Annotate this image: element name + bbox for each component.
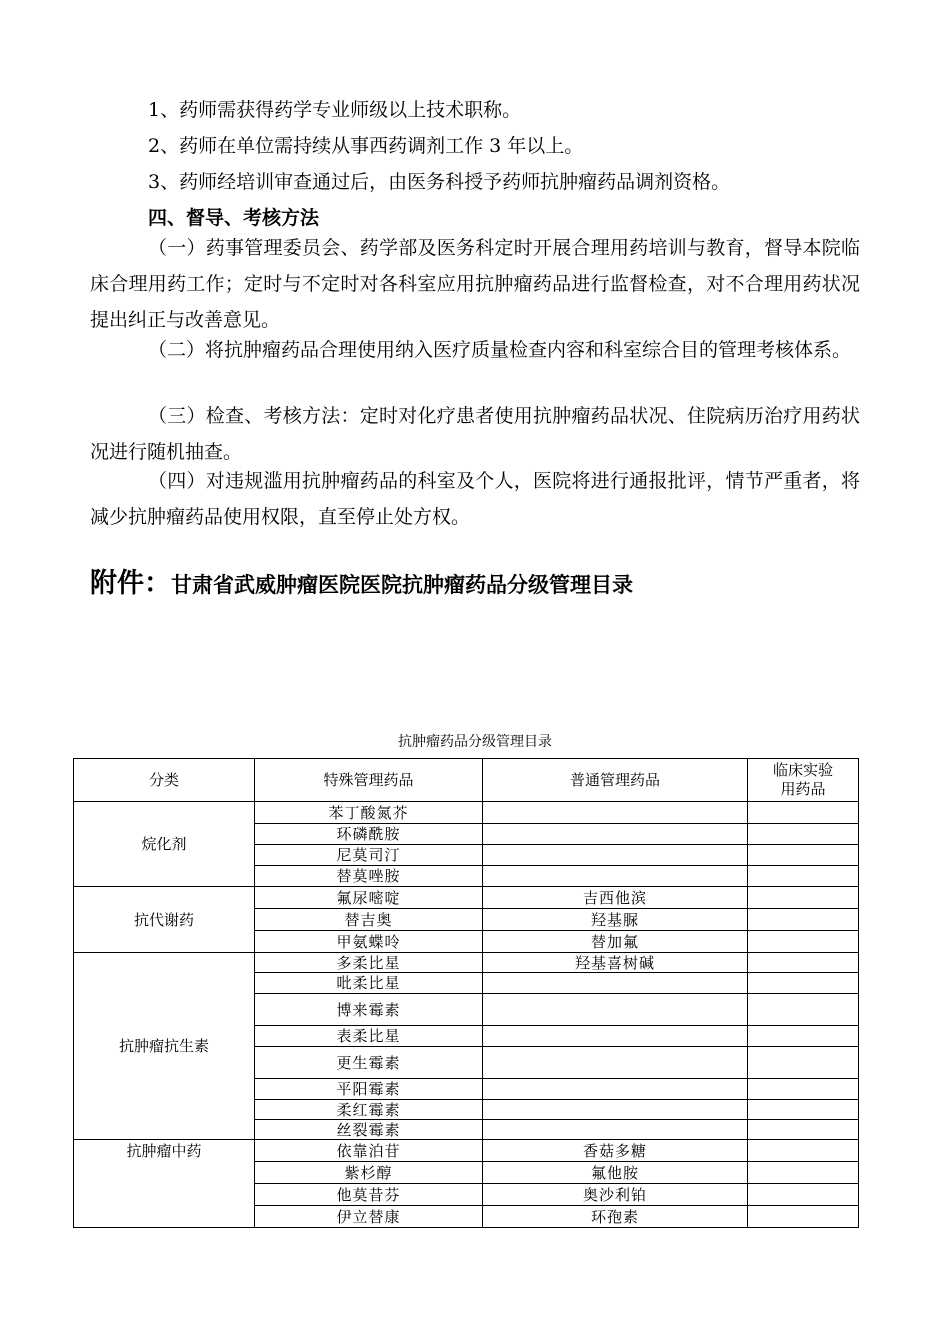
paragraph-supervision-1: （一）药事管理委员会、药学部及医务科定时开展合理用药培训与教育，督导本院临床合理用药工作；定时与不定时对各科室应用抗肿瘤药品进行监督检查，对不合理用药状况提出纠正与改善意见。 xyxy=(90,237,860,331)
special-drug-cell: 丝裂霉素 xyxy=(255,1120,483,1140)
normal-drug-cell: 奥沙利铂 xyxy=(483,1184,748,1206)
special-drug-cell: 博来霉素 xyxy=(255,994,483,1026)
header-normal: 普通管理药品 xyxy=(483,759,748,802)
trial-drug-cell xyxy=(748,953,859,973)
special-drug-cell: 尼莫司汀 xyxy=(255,845,483,866)
trial-drug-cell xyxy=(748,1140,859,1162)
special-drug-cell: 紫杉醇 xyxy=(255,1162,483,1184)
trial-drug-cell xyxy=(748,909,859,931)
special-drug-cell: 表柔比星 xyxy=(255,1026,483,1047)
header-category: 分类 xyxy=(74,759,255,802)
normal-drug-cell xyxy=(483,866,748,887)
paragraph-supervision-4: （四）对违规滥用抗肿瘤药品的科室及个人，医院将进行通报批评，情节严重者，将减少抗肿瘤药品使用权限，直至停止处方权。 xyxy=(90,470,860,528)
normal-drug-cell: 羟基喜树碱 xyxy=(483,953,748,973)
header-special: 特殊管理药品 xyxy=(255,759,483,802)
table-row xyxy=(74,802,859,824)
trial-drug-cell xyxy=(748,973,859,994)
special-drug-cell: 吡柔比星 xyxy=(255,973,483,994)
trial-drug-cell xyxy=(748,1100,859,1120)
special-drug-cell: 他莫昔芬 xyxy=(255,1184,483,1206)
appendix-label: 附件： xyxy=(90,568,171,599)
category-cell: 抗肿瘤中药 xyxy=(74,1140,255,1228)
normal-drug-cell: 羟基脲 xyxy=(483,909,748,931)
trial-drug-cell xyxy=(748,1206,859,1228)
special-drug-cell: 依靠泊苷 xyxy=(255,1140,483,1162)
trial-drug-cell xyxy=(748,1162,859,1184)
trial-drug-cell xyxy=(748,994,859,1026)
paragraph-qualification-1: 1、药师需获得药学专业师级以上技术职称。 xyxy=(148,99,522,121)
normal-drug-cell xyxy=(483,802,748,824)
table-caption: 抗肿瘤药品分级管理目录 xyxy=(398,734,552,750)
trial-drug-cell xyxy=(748,802,859,824)
special-drug-cell: 多柔比星 xyxy=(255,953,483,973)
normal-drug-cell: 吉西他滨 xyxy=(483,887,748,909)
special-drug-cell: 苯丁酸氮芥 xyxy=(255,802,483,824)
normal-drug-cell xyxy=(483,994,748,1026)
normal-drug-cell xyxy=(483,1120,748,1140)
trial-drug-cell xyxy=(748,887,859,909)
appendix-title-text: 甘肃省武威肿瘤医院医院抗肿瘤药品分级管理目录 xyxy=(171,573,633,597)
special-drug-cell: 柔红霉素 xyxy=(255,1100,483,1120)
category-cell: 抗代谢药 xyxy=(74,887,255,953)
trial-drug-cell xyxy=(748,1079,859,1100)
table-row xyxy=(74,953,859,973)
category-cell: 烷化剂 xyxy=(74,802,255,887)
section-heading-supervision: 四、督导、考核方法 xyxy=(148,207,320,229)
trial-drug-cell xyxy=(748,824,859,845)
special-drug-cell: 替吉奥 xyxy=(255,909,483,931)
normal-drug-cell xyxy=(483,824,748,845)
trial-drug-cell xyxy=(748,866,859,887)
trial-drug-cell xyxy=(748,1026,859,1047)
normal-drug-cell xyxy=(483,1026,748,1047)
trial-drug-cell xyxy=(748,931,859,953)
special-drug-cell: 平阳霉素 xyxy=(255,1079,483,1100)
paragraph-supervision-3: （三）检查、考核方法：定时对化疗患者使用抗肿瘤药品状况、住院病历治疗用药状况进行随机抽查。 xyxy=(90,405,860,463)
normal-drug-cell: 环孢素 xyxy=(483,1206,748,1228)
normal-drug-cell: 香菇多糖 xyxy=(483,1140,748,1162)
special-drug-cell: 甲氨蝶呤 xyxy=(255,931,483,953)
normal-drug-cell xyxy=(483,845,748,866)
table-header-row xyxy=(74,759,859,802)
paragraph-supervision-2: （二）将抗肿瘤药品合理使用纳入医疗质量检查内容和科室综合目的管理考核体系。 xyxy=(148,339,852,361)
trial-drug-cell xyxy=(748,1184,859,1206)
normal-drug-cell xyxy=(483,1100,748,1120)
special-drug-cell: 氟尿嘧啶 xyxy=(255,887,483,909)
normal-drug-cell xyxy=(483,1079,748,1100)
drug-catalog-table xyxy=(73,758,859,1228)
trial-drug-cell xyxy=(748,845,859,866)
paragraph-qualification-3: 3、药师经培训审查通过后，由医务科授予药师抗肿瘤药品调剂资格。 xyxy=(148,171,731,193)
table-row xyxy=(74,1140,859,1162)
special-drug-cell: 伊立替康 xyxy=(255,1206,483,1228)
category-cell: 抗肿瘤抗生素 xyxy=(74,953,255,1140)
appendix-title xyxy=(90,566,633,603)
paragraph-qualification-2: 2、药师在单位需持续从事西药调剂工作 3 年以上。 xyxy=(148,135,584,157)
trial-drug-cell xyxy=(748,1120,859,1140)
normal-drug-cell: 替加氟 xyxy=(483,931,748,953)
special-drug-cell: 环磷酰胺 xyxy=(255,824,483,845)
normal-drug-cell: 氟他胺 xyxy=(483,1162,748,1184)
special-drug-cell: 更生霉素 xyxy=(255,1047,483,1079)
trial-drug-cell xyxy=(748,1047,859,1079)
table-row xyxy=(74,887,859,909)
normal-drug-cell xyxy=(483,1047,748,1079)
normal-drug-cell xyxy=(483,973,748,994)
header-trial: 临床实验 用药品 xyxy=(748,759,859,802)
special-drug-cell: 替莫唑胺 xyxy=(255,866,483,887)
